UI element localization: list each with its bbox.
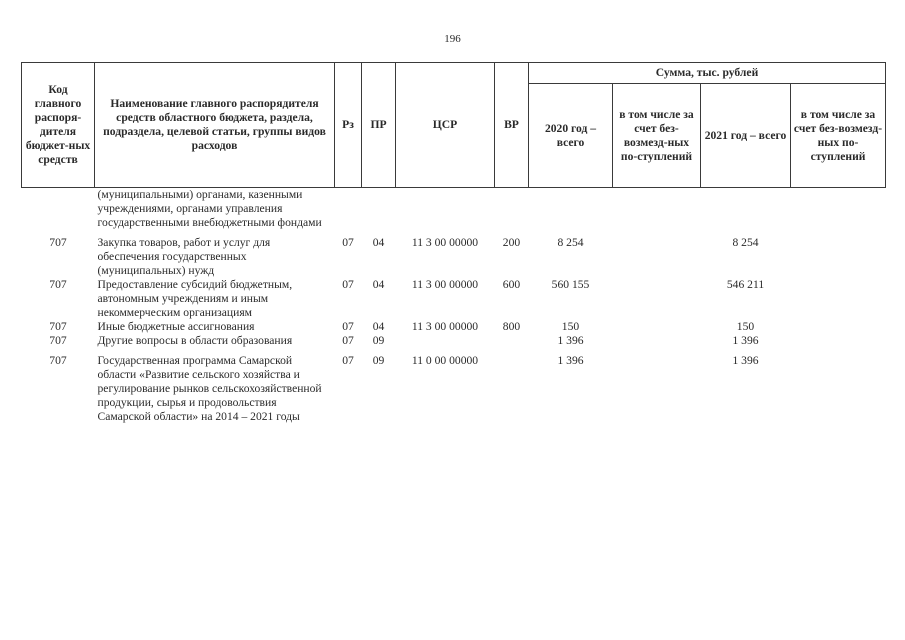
- cell-pr: 04: [372, 320, 385, 333]
- cell-name: Государственная программа Самарской области «Развитие сельского хозяйства и регулирование рынков сельскохозяйственной продукции, сырья и продовольствия Самарской области» на 2014 – 2021 годы: [97, 354, 322, 423]
- cell-name: Закупка товаров, работ и услуг для обеспечения государственных (муниципальных) нужд: [97, 236, 271, 277]
- cell-rz: 07: [342, 278, 354, 291]
- table-row: [22, 278, 886, 320]
- cell-2020-total: 150: [561, 320, 580, 333]
- table-row: [22, 236, 886, 278]
- cell-pr: 04: [372, 236, 385, 249]
- cell-2020-grants: [613, 354, 701, 424]
- cell-2020-grants: [613, 278, 701, 320]
- cell-code: 707: [49, 320, 67, 333]
- cell-csr: [396, 334, 495, 348]
- cell-2020-grants: [613, 334, 701, 348]
- cell-2020-total: 8 254: [557, 236, 584, 249]
- cell-2021-grants: [791, 278, 886, 320]
- cell-code: 707: [49, 334, 67, 347]
- cell-csr: [396, 188, 495, 231]
- header-2020-grants: в том числе за счет без-возмезд-ных по-ступлений: [613, 84, 701, 188]
- cell-2021-total: 1 396: [732, 334, 759, 347]
- cell-csr: 11 3 00 00000: [411, 278, 479, 291]
- header-sum: Сумма, тыс. рублей: [529, 63, 886, 84]
- cell-2021-grants: [791, 334, 886, 348]
- cell-2020-total: 560 155: [551, 278, 590, 291]
- cell-2021-total: [701, 188, 791, 231]
- cell-pr: 09: [372, 334, 385, 347]
- cell-vr: [495, 354, 529, 424]
- budget-table: [21, 62, 886, 424]
- cell-vr: 200: [502, 236, 521, 249]
- cell-2021-grants: [791, 320, 886, 334]
- cell-2020-grants: [613, 320, 701, 334]
- cell-2020-grants: [613, 188, 701, 231]
- cell-code: [22, 188, 95, 231]
- cell-2020-total: 1 396: [557, 334, 584, 347]
- cell-2021-grants: [791, 354, 886, 424]
- cell-rz: 07: [342, 354, 354, 367]
- table-row: [22, 354, 886, 424]
- cell-code: 707: [49, 278, 67, 291]
- cell-2021-total: 546 211: [726, 278, 765, 291]
- header-csr: ЦСР: [396, 63, 495, 188]
- cell-code: 707: [49, 354, 67, 367]
- cell-pr: 09: [372, 354, 385, 367]
- header-2021-total: 2021 год – всего: [701, 84, 791, 188]
- cell-rz: 07: [342, 320, 354, 333]
- cell-name: Другие вопросы в области образования: [97, 334, 293, 347]
- table-body: [22, 188, 886, 425]
- cell-2021-total: 1 396: [732, 354, 759, 367]
- cell-rz: [335, 188, 362, 231]
- page-number: 196: [444, 33, 461, 45]
- table-row: [22, 334, 886, 348]
- header-code: Код главного распоря-дителя бюджет-ных средств: [22, 63, 95, 188]
- cell-2020-total: 1 396: [557, 354, 584, 367]
- table-header: [22, 63, 886, 188]
- header-name: Наименование главного распорядителя средств областного бюджета, раздела, подраздела, целевой статьи, группы видов расходов: [95, 63, 335, 188]
- cell-csr: 11 3 00 00000: [411, 236, 479, 249]
- cell-vr: 600: [502, 278, 521, 291]
- cell-2021-grants: [791, 236, 886, 278]
- header-rz: Рз: [335, 63, 362, 188]
- cell-name: (муниципальными) органами, казенными учреждениями, органами управления государственными внебюджетными фондами: [97, 188, 322, 229]
- cell-vr: 800: [502, 320, 521, 333]
- cell-2021-grants: [791, 188, 886, 231]
- cell-vr: [495, 188, 529, 231]
- cell-2021-total: 150: [736, 320, 755, 333]
- header-2021-grants: в том числе за счет без-возмезд-ных по-ступлений: [791, 84, 886, 188]
- cell-2020-total: [529, 188, 613, 231]
- cell-2021-total: 8 254: [732, 236, 759, 249]
- cell-name: Предоставление субсидий бюджетным, автономным учреждениям и иным некоммерческим организациям: [97, 278, 293, 319]
- cell-name: Иные бюджетные ассигнования: [97, 320, 255, 333]
- cell-pr: 04: [372, 278, 385, 291]
- table-row: [22, 188, 886, 231]
- cell-pr: [362, 188, 396, 231]
- header-vr: ВР: [495, 63, 529, 188]
- cell-rz: 07: [342, 334, 354, 347]
- header-pr: ПР: [362, 63, 396, 188]
- cell-csr: 11 0 00 00000: [411, 354, 479, 367]
- cell-vr: [495, 334, 529, 348]
- header-2020-total: 2020 год – всего: [529, 84, 613, 188]
- cell-csr: 11 3 00 00000: [411, 320, 479, 333]
- table-row: [22, 320, 886, 334]
- cell-2020-grants: [613, 236, 701, 278]
- cell-rz: 07: [342, 236, 354, 249]
- cell-code: 707: [49, 236, 67, 249]
